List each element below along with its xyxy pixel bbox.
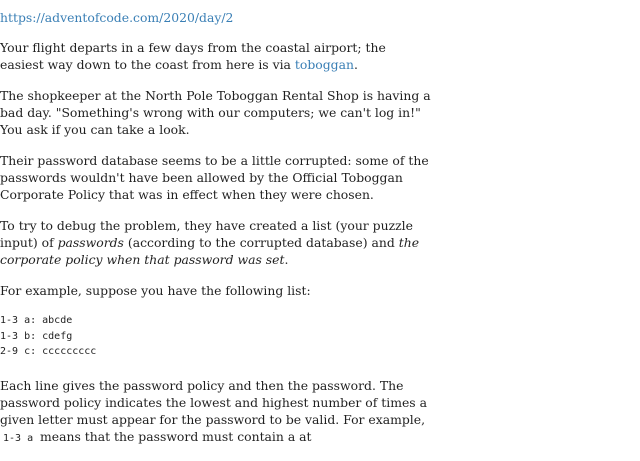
intro-end: . — [353, 57, 358, 72]
page-url — [0, 9, 432, 26]
code-line: 1-3 a: abcde — [0, 315, 73, 326]
policy-text-b: means that the password must contain a at — [36, 428, 312, 444]
toboggan-link[interactable]: toboggan — [294, 57, 354, 72]
example-code-block — [0, 313, 432, 360]
debug-text-c: . — [284, 252, 289, 267]
paragraph-shopkeeper: The shopkeeper at the North Pole Toboggan Rental Shop is having a bad day. "Something's wrong with our computers; we can't log in!" You ask if you can take a look. — [0, 88, 431, 137]
intro-text: Your flight departs in a few days from the coastal airport; the easiest way down to the coast from here is via — [0, 40, 386, 72]
puzzle-article — [0, 9, 432, 461]
policy-text-a: Each line gives the password policy and then the password. The password policy indicates the lowest and highest number of times a given letter must appear for the password to be valid. For example, — [0, 377, 427, 427]
debug-text-b: (according to the corrupted database) and — [123, 235, 399, 250]
paragraph-intro — [0, 39, 432, 73]
code-line: 1-3 b: cdefg — [0, 330, 73, 342]
debug-em-policy: the corporate policy when that password was set — [0, 235, 420, 267]
url-link[interactable]: https://adventofcode.com/2020/day/2 — [0, 10, 234, 25]
paragraph-debug — [0, 217, 432, 268]
code-line: 2-9 c: ccccccccc — [0, 346, 97, 357]
debug-text-a: To try to debug the problem, they have created a list (your puzzle input) of — [0, 218, 413, 250]
policy-inline-code: 1-3 a — [3, 432, 34, 444]
paragraph-database: Their password database seems to be a little corrupted: some of the passwords wouldn't have been allowed by the Official Toboggan Corporate Policy that was in effect when they were chosen. — [0, 153, 429, 202]
paragraph-example: For example, suppose you have the following list: — [0, 283, 311, 298]
debug-em-passwords: passwords — [57, 235, 124, 250]
paragraph-policy — [0, 377, 432, 447]
